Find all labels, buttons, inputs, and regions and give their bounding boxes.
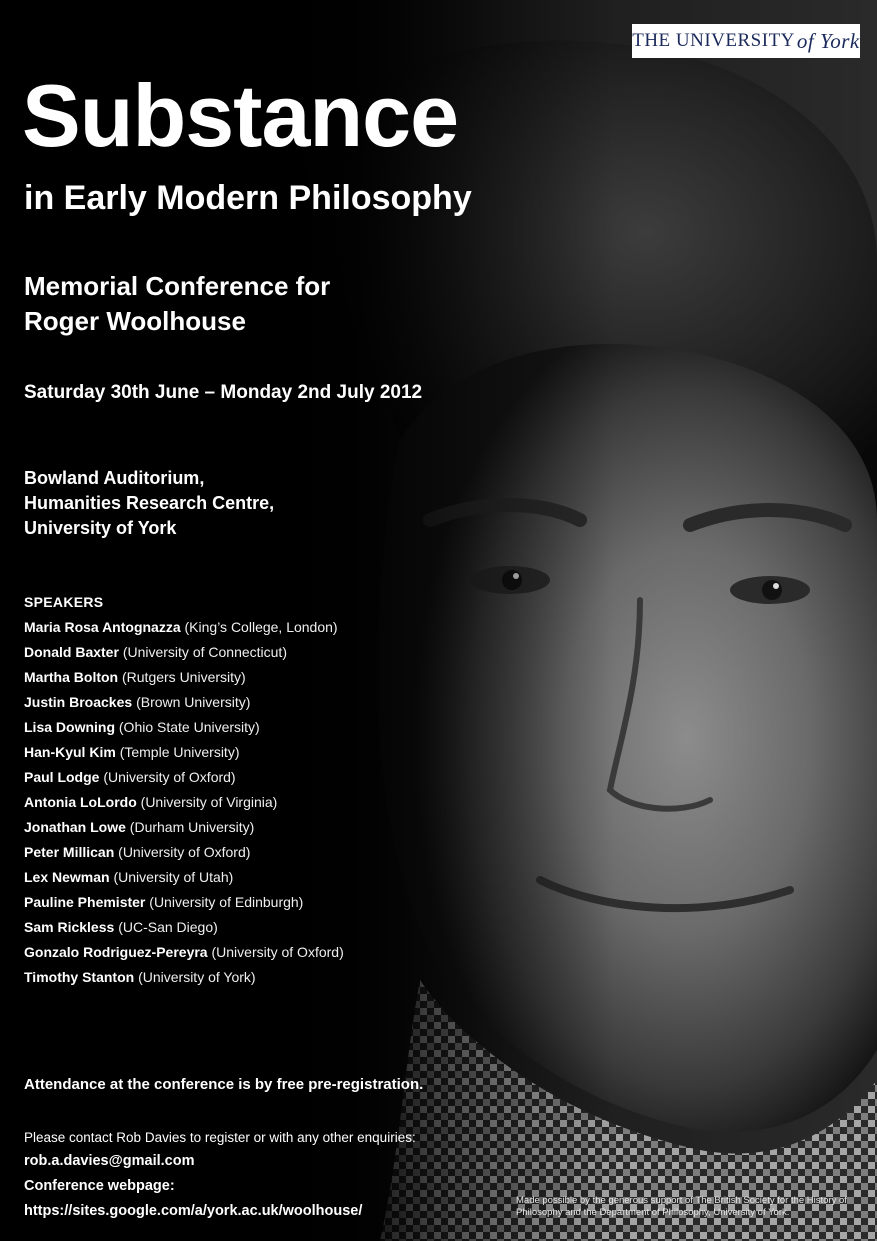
poster-title: Substance xyxy=(22,66,459,165)
speaker-institution: (King’s College, London) xyxy=(184,619,338,635)
speaker-name: Jonathan Lowe xyxy=(24,819,126,835)
webpage-url: https://sites.google.com/a/york.ac.uk/woolhouse/ xyxy=(24,1203,363,1219)
venue-line-1: Bowland Auditorium, xyxy=(24,468,205,488)
speaker-item xyxy=(24,743,344,768)
memorial-line-2: Roger Woolhouse xyxy=(24,306,246,336)
speaker-name: Lex Newman xyxy=(24,869,110,885)
speaker-institution: (University of Utah) xyxy=(113,869,234,885)
speaker-name: Maria Rosa Antognazza xyxy=(24,619,181,635)
speaker-item xyxy=(24,868,344,893)
speaker-list xyxy=(24,618,344,993)
speaker-name: Peter Millican xyxy=(24,844,115,860)
memorial-line-1: Memorial Conference for xyxy=(24,271,331,301)
speaker-name: Han-Kyul Kim xyxy=(24,744,116,760)
funding-credit: Made possible by the generous support of The British Society for the History of Philosophy and the Department of Philosophy, University of York. xyxy=(516,1195,847,1218)
poster-subtitle: in Early Modern Philosophy xyxy=(24,179,472,217)
speaker-item xyxy=(24,918,344,943)
speaker-institution: (University of Virginia) xyxy=(140,794,278,810)
speaker-name: Timothy Stanton xyxy=(24,969,135,985)
speaker-institution: (Durham University) xyxy=(129,819,255,835)
speaker-name: Justin Broackes xyxy=(24,694,133,710)
venue-line-3: University of York xyxy=(24,518,177,538)
speaker-institution: (Ohio State University) xyxy=(118,719,260,735)
speakers-heading: SPEAKERS xyxy=(24,594,104,610)
speaker-institution: (Brown University) xyxy=(136,694,251,710)
university-of-york-logo xyxy=(632,24,860,58)
speaker-name: Pauline Phemister xyxy=(24,894,146,910)
speaker-item xyxy=(24,818,344,843)
speaker-item xyxy=(24,718,344,743)
venue-line-2: Humanities Research Centre, xyxy=(24,493,275,513)
speaker-name: Donald Baxter xyxy=(24,644,119,660)
speaker-item xyxy=(24,618,344,643)
venue-address xyxy=(24,466,274,541)
webpage-label: Conference webpage: xyxy=(24,1178,175,1194)
speaker-institution: (University of Oxford) xyxy=(211,944,344,960)
speaker-item xyxy=(24,668,344,693)
speaker-institution: (University of Oxford) xyxy=(103,769,236,785)
speaker-name: Martha Bolton xyxy=(24,669,119,685)
speaker-item xyxy=(24,968,344,993)
memorial-heading xyxy=(24,269,330,339)
speaker-item xyxy=(24,643,344,668)
speaker-name: Lisa Downing xyxy=(24,719,115,735)
speaker-institution: (University of Connecticut) xyxy=(122,644,287,660)
speaker-item xyxy=(24,768,344,793)
contact-email: rob.a.davies@gmail.com xyxy=(24,1153,195,1169)
speaker-item xyxy=(24,893,344,918)
speaker-institution: (University of Oxford) xyxy=(118,844,251,860)
speaker-item xyxy=(24,943,344,968)
logo-prefix: THE UNIVERSITY xyxy=(632,30,795,51)
speaker-item xyxy=(24,793,344,818)
speaker-institution: (University of Edinburgh) xyxy=(149,894,304,910)
speaker-name: Gonzalo Rodriguez-Pereyra xyxy=(24,944,208,960)
speaker-item xyxy=(24,843,344,868)
speaker-institution: (Rutgers University) xyxy=(122,669,246,685)
conference-dates: Saturday 30th June – Monday 2nd July 2012 xyxy=(24,382,423,403)
speaker-item xyxy=(24,693,344,718)
speaker-institution: (Temple University) xyxy=(119,744,240,760)
contact-text: Please contact Rob Davies to register or with any other enquiries: xyxy=(24,1130,416,1145)
logo-suffix: of York xyxy=(796,28,860,53)
attendance-note: Attendance at the conference is by free pre-registration. xyxy=(24,1076,424,1093)
speaker-name: Paul Lodge xyxy=(24,769,100,785)
speaker-institution: (University of York) xyxy=(138,969,256,985)
speaker-name: Sam Rickless xyxy=(24,919,115,935)
speaker-name: Antonia LoLordo xyxy=(24,794,137,810)
speaker-institution: (UC-San Diego) xyxy=(118,919,218,935)
